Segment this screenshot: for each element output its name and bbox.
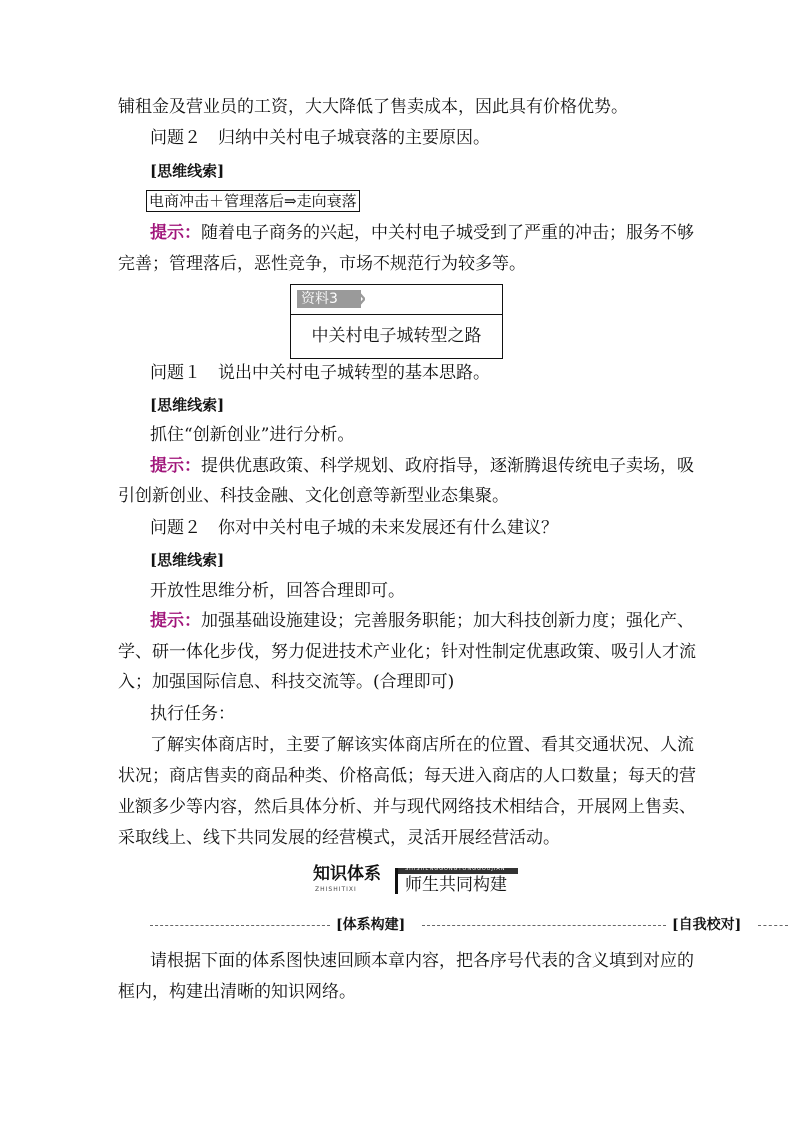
dashed-rule: [758, 925, 788, 926]
hint-line: [150, 222, 694, 244]
task-text: 了解实体商店时，主要了解该实体商店所在的位置、看其交通状况、人流: [150, 735, 694, 755]
hint-line-continued: 学、研一体化步伐，努力促进技术产业化；针对性制定优惠政策、吸引人才流: [118, 642, 696, 662]
hint-label: 提示：: [150, 223, 201, 243]
dashed-rule: [422, 925, 666, 926]
question-heading: 问题１ 说出中关村电子城转型的基本思路。: [150, 363, 490, 383]
hint-label: 提示：: [150, 611, 201, 631]
hint-line: [150, 455, 694, 477]
knowledge-system-banner: [313, 862, 519, 898]
section-label-self-check: [自我校对]: [672, 917, 742, 933]
question-heading: 问题２ 你对中关村电子城的未来发展还有什么建议？: [150, 518, 558, 538]
task-text: 业额多少等内容，然后具体分析、并与现代网络技术相结合，开展网上售卖、: [118, 797, 696, 817]
banner-subtitle-pinyin: SHISHENGGONGTONGGOUJIAN: [405, 866, 506, 872]
thinking-clue-label: [思维线索]: [150, 551, 225, 569]
hint-text: 加强基础设施建设；完善服务职能；加大科技创新力度；强化产、: [201, 611, 694, 631]
hint-line-continued: 入；加强国际信息、科技交流等。(合理即可): [118, 672, 455, 692]
thinking-clue-label: [思维线索]: [150, 396, 225, 414]
banner-title-pinyin: ZHISHITIXI: [315, 886, 357, 893]
hint-line-continued: 完善；管理落后，恶性竞争，市场不规范行为较多等。: [118, 254, 526, 274]
reasoning-flow-box: 电商冲击＋管理落后⇒走向衰落: [146, 190, 360, 212]
hint-line-continued: 引创新创业、科技金融、文化创意等新型业态集聚。: [118, 486, 509, 506]
material-tag: 资料3: [297, 290, 361, 308]
hint-line: [150, 610, 694, 632]
hint-label: 提示：: [150, 456, 201, 476]
banner-title: 知识体系: [313, 864, 381, 884]
banner-subtitle: 师生共同构建: [405, 875, 507, 895]
material-title: 中关村电子城转型之路: [311, 326, 482, 346]
thinking-clue-label: [思维线索]: [150, 162, 225, 180]
paragraph-line: 铺租金及营业员的工资，大大降低了售卖成本，因此具有价格优势。: [118, 97, 628, 117]
task-text: 状况；商店售卖的商品种类、价格高低；每天进入商店的人口数量；每天的营: [118, 766, 696, 786]
section-separator: [150, 914, 790, 936]
section-label-system: [体系构建]: [336, 917, 406, 933]
task-text: 采取线上、线下共同发展的经营模式，灵活开展经营活动。: [118, 828, 560, 848]
question-heading: 问题２ 归纳中关村电子城衰落的主要原因。: [150, 128, 490, 148]
material-divider: [291, 314, 502, 315]
material-box: [290, 284, 503, 359]
instruction-text: 框内，构建出清晰的知识网络。: [118, 982, 356, 1002]
hint-text: 随着电子商务的兴起，中关村电子城受到了严重的冲击；服务不够: [201, 223, 694, 243]
clue-text: 开放性思维分析，回答合理即可。: [150, 581, 405, 601]
task-label: 执行任务：: [150, 704, 235, 724]
dashed-rule: [150, 925, 330, 926]
hint-text: 提供优惠政策、科学规划、政府指导，逐渐腾退传统电子卖场，吸: [201, 456, 694, 476]
material-tag-stripes: [347, 290, 365, 308]
instruction-text: 请根据下面的体系图快速回顾本章内容，把各序号代表的含义填到对应的: [150, 951, 694, 971]
clue-text: 抓住“创新创业”进行分析。: [150, 425, 355, 445]
